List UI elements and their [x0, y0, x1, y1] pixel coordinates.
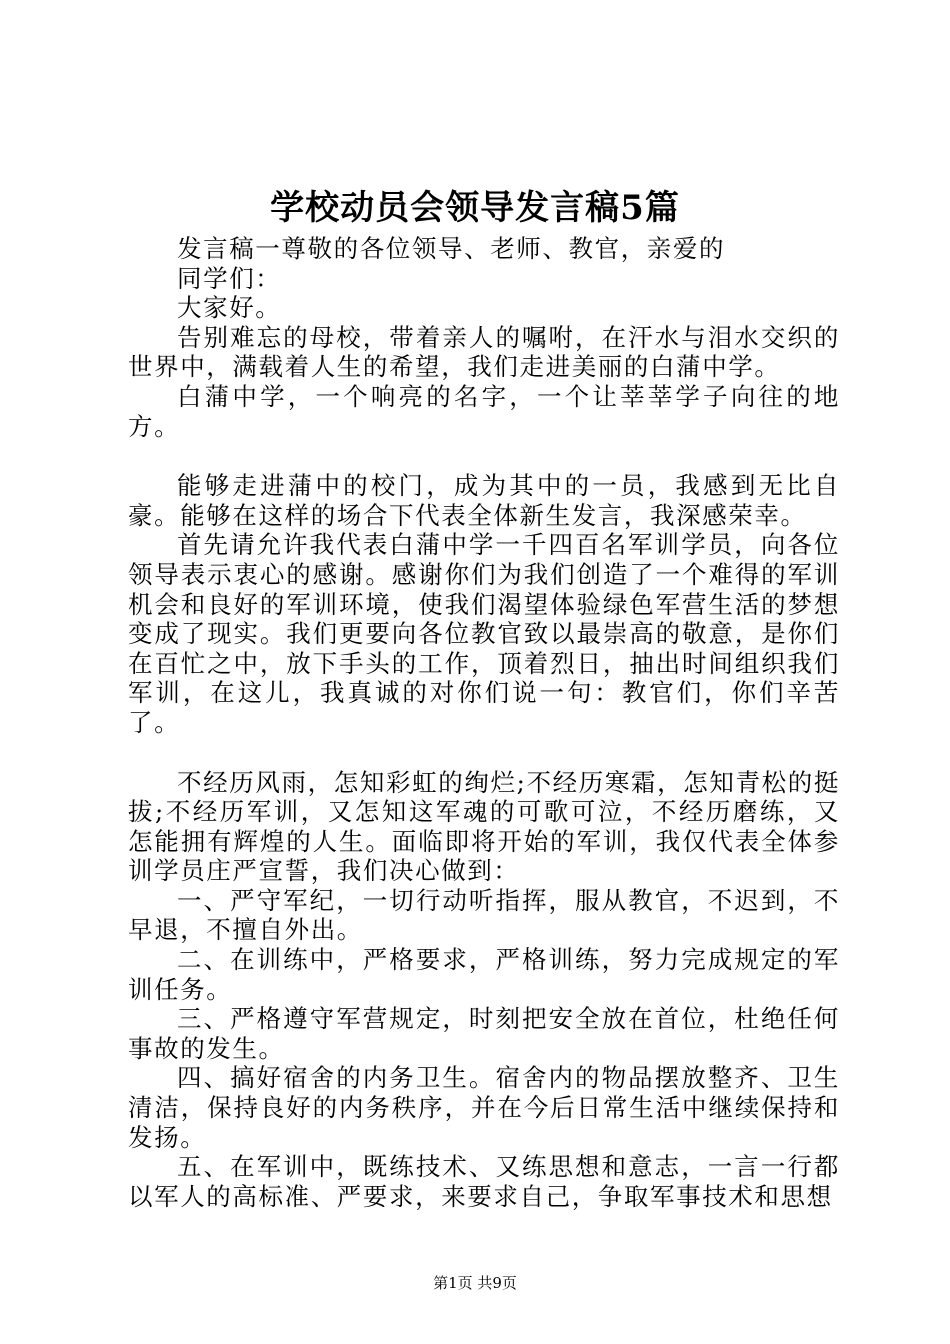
- paragraph-oath-item-3: 三、严格遵守军营规定，时刻把安全放在首位，杜绝任何事故的发生。: [128, 1004, 840, 1063]
- paragraph-farewell: 告别难忘的母校，带着亲人的嘱咐，在汗水与泪水交织的世界中，满载着人生的希望，我们走进美丽的白蒲中学。: [128, 322, 840, 382]
- document-title: 学校动员会领导发言稿5篇: [270, 188, 680, 228]
- paragraph-thanks: 首先请允许我代表白蒲中学一千四百名军训学员，向各位领导表示衷心的感谢。感谢你们为我们创造了一个难得的军训机会和良好的军训环境，使我们渴望体验绿色军营生活的梦想变成了现实。我们更要向各位教官致以最崇高的敬意，是你们在百忙之中，放下手头的工作，顶着烈日，抽出时间组织我们军训，在这儿，我真诚的对你们说一句：教官们，你们辛苦了。: [128, 530, 840, 737]
- paragraph-addressee: 同学们：: [177, 263, 282, 293]
- paragraph-school-name: 白蒲中学，一个响亮的名字，一个让莘莘学子向往的地方。: [128, 381, 840, 441]
- paragraph-oath-item-2: 二、在训练中，严格要求，严格训练，努力完成规定的军训任务。: [128, 945, 840, 1004]
- paragraph-oath-item-5: 五、在军训中，既练技术、又练思想和意志，一言一行都以军人的高标准、严要求，来要求自己，争取军事技术和思想: [128, 1152, 840, 1211]
- paragraph-gap: [128, 738, 840, 768]
- paragraph-oath-item-1: 一、严守军纪，一切行动听指挥，服从教官，不迟到，不早退，不擅自外出。: [128, 885, 840, 945]
- paragraph-oath-item-4: 四、搞好宿舍的内务卫生。宿舍内的物品摆放整齐、卫生清洁，保持良好的内务秩序，并在今后日常生活中继续保持和发扬。: [128, 1063, 840, 1152]
- document-body: [128, 234, 840, 1211]
- paragraph-oath-intro: 不经历风雨，怎知彩虹的绚烂;不经历寒霜，怎知青松的挺拔;不经历军训，又怎知这军魂的可歌可泣，不经历磨练，又怎能拥有辉煌的人生。面临即将开始的军训，我仅代表全体参训学员庄严宣誓，我们决心做到：: [128, 767, 840, 886]
- paragraph-salutation: 发言稿一尊敬的各位领导、老师、教官，亲爱的: [177, 234, 726, 263]
- paragraph-pride: 能够走进蒲中的校门，成为其中的一员，我感到无比自豪。能够在这样的场合下代表全体新生发言，我深感荣幸。: [128, 471, 840, 530]
- page-footer: 第1页 共9页: [433, 1274, 517, 1292]
- paragraph-greeting: 大家好。: [177, 293, 282, 323]
- paragraph-gap: [128, 441, 840, 471]
